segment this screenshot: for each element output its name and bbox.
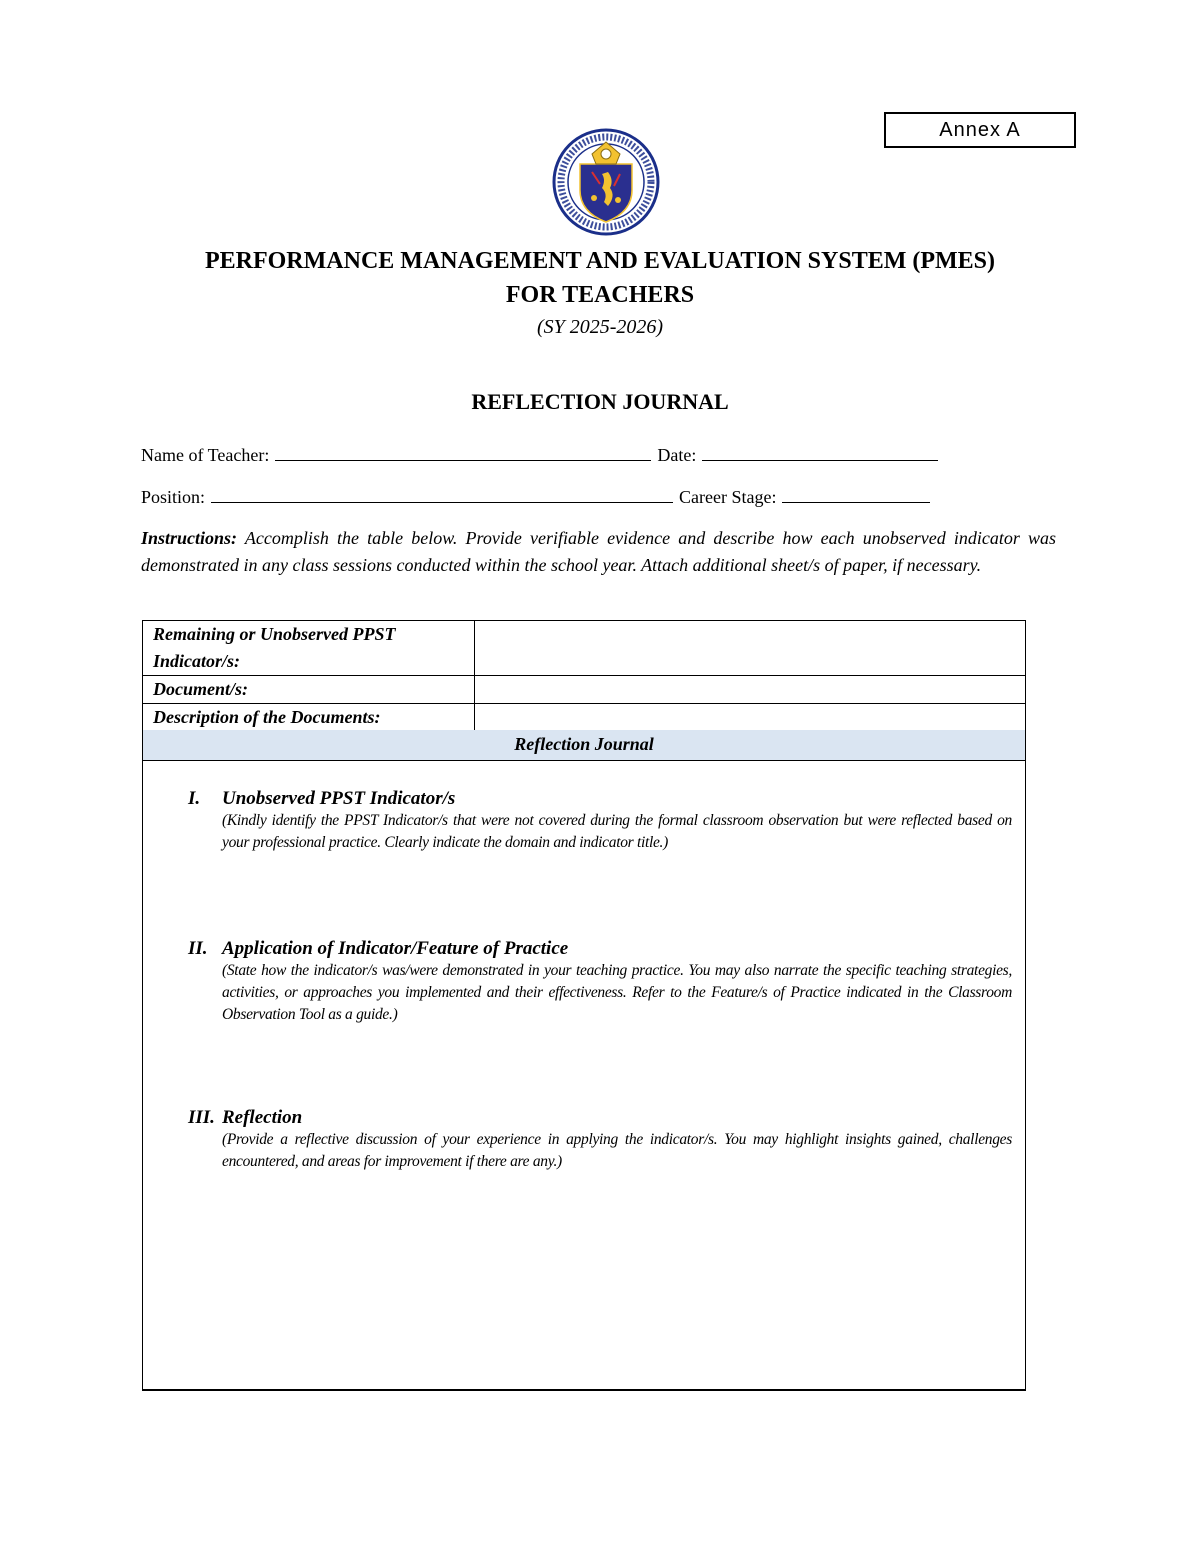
section-number: II. [188, 938, 208, 959]
section-heading [188, 1107, 1018, 1129]
career-stage-field[interactable] [782, 484, 930, 503]
page-title-line-1: PERFORMANCE MANAGEMENT AND EVALUATION SYSTEM (PMES) [204, 248, 996, 274]
position-label: Position: [141, 487, 206, 507]
section-unobserved-indicators [188, 788, 1018, 854]
section-application-of-indicator [188, 938, 1018, 1026]
table-row [143, 621, 1026, 676]
section-title: Unobserved PPST Indicator/s [222, 788, 456, 809]
section-reflection [188, 1107, 1018, 1173]
section-number: I. [188, 788, 201, 809]
section-title: Application of Indicator/Feature of Practice [222, 938, 569, 959]
section-description: (Kindly identify the PPST Indicator/s that were not covered during the formal classroom observation but were reflected based on your professional practice. Clearly indicate the domain and indicator title.) [222, 812, 1012, 851]
document-title: REFLECTION JOURNAL [471, 389, 729, 414]
documents-input[interactable] [475, 676, 1026, 704]
reflection-journal-body[interactable] [142, 761, 1026, 1391]
section-title: Reflection [222, 1107, 303, 1128]
document-description-input[interactable] [475, 704, 1026, 732]
indicator-info-table [142, 620, 1026, 732]
teacher-date-row [141, 442, 944, 466]
name-of-teacher-field[interactable] [275, 442, 651, 461]
date-label: Date: [657, 445, 697, 465]
section-description: (Provide a reflective discussion of your experience in applying the indicator/s. You may highlight insights gained, challenges encountered, and areas for improvement if there are any.) [222, 1131, 1012, 1170]
table-label-cell: Description of the Documents: [143, 704, 475, 732]
school-year: (SY 2025-2026) [536, 316, 664, 338]
section-description: (State how the indicator/s was/were demonstrated in your teaching practice. You may also narrate the specific teaching strategies, activities, or approaches you implemented and their effectiveness. Refer to the Feature/s of Practice indicated in the Classroom Observation Tool as a guide.) [222, 962, 1012, 1023]
name-of-teacher-label: Name of Teacher: [141, 445, 270, 465]
section-heading [188, 788, 1018, 810]
instructions-paragraph [141, 525, 1056, 579]
table-row [143, 704, 1026, 732]
table-label-cell: Remaining or Unobserved PPST Indicator/s: [143, 621, 475, 676]
annex-label: Annex A [884, 112, 1076, 148]
position-field[interactable] [211, 484, 673, 503]
instructions-lead: Instructions: [141, 528, 238, 548]
table-label-cell: Document/s: [143, 676, 475, 704]
deped-seal-logo [552, 128, 660, 236]
date-field[interactable] [702, 442, 938, 461]
instructions-text: Accomplish the table below. Provide verifiable evidence and describe how each unobserved indicator was demonstrated in any class sessions conducted within the school year. Attach additional sheet/s of paper, if necessary. [141, 528, 1056, 575]
section-number: III. [188, 1107, 215, 1128]
unobserved-indicators-input[interactable] [475, 621, 1026, 676]
career-stage-label: Career Stage: [679, 487, 777, 507]
position-career-row [141, 484, 936, 508]
section-heading [188, 938, 1018, 960]
table-row [143, 676, 1026, 704]
page-title-line-2: FOR TEACHERS [505, 282, 695, 308]
reflection-journal-header: Reflection Journal [142, 730, 1026, 761]
